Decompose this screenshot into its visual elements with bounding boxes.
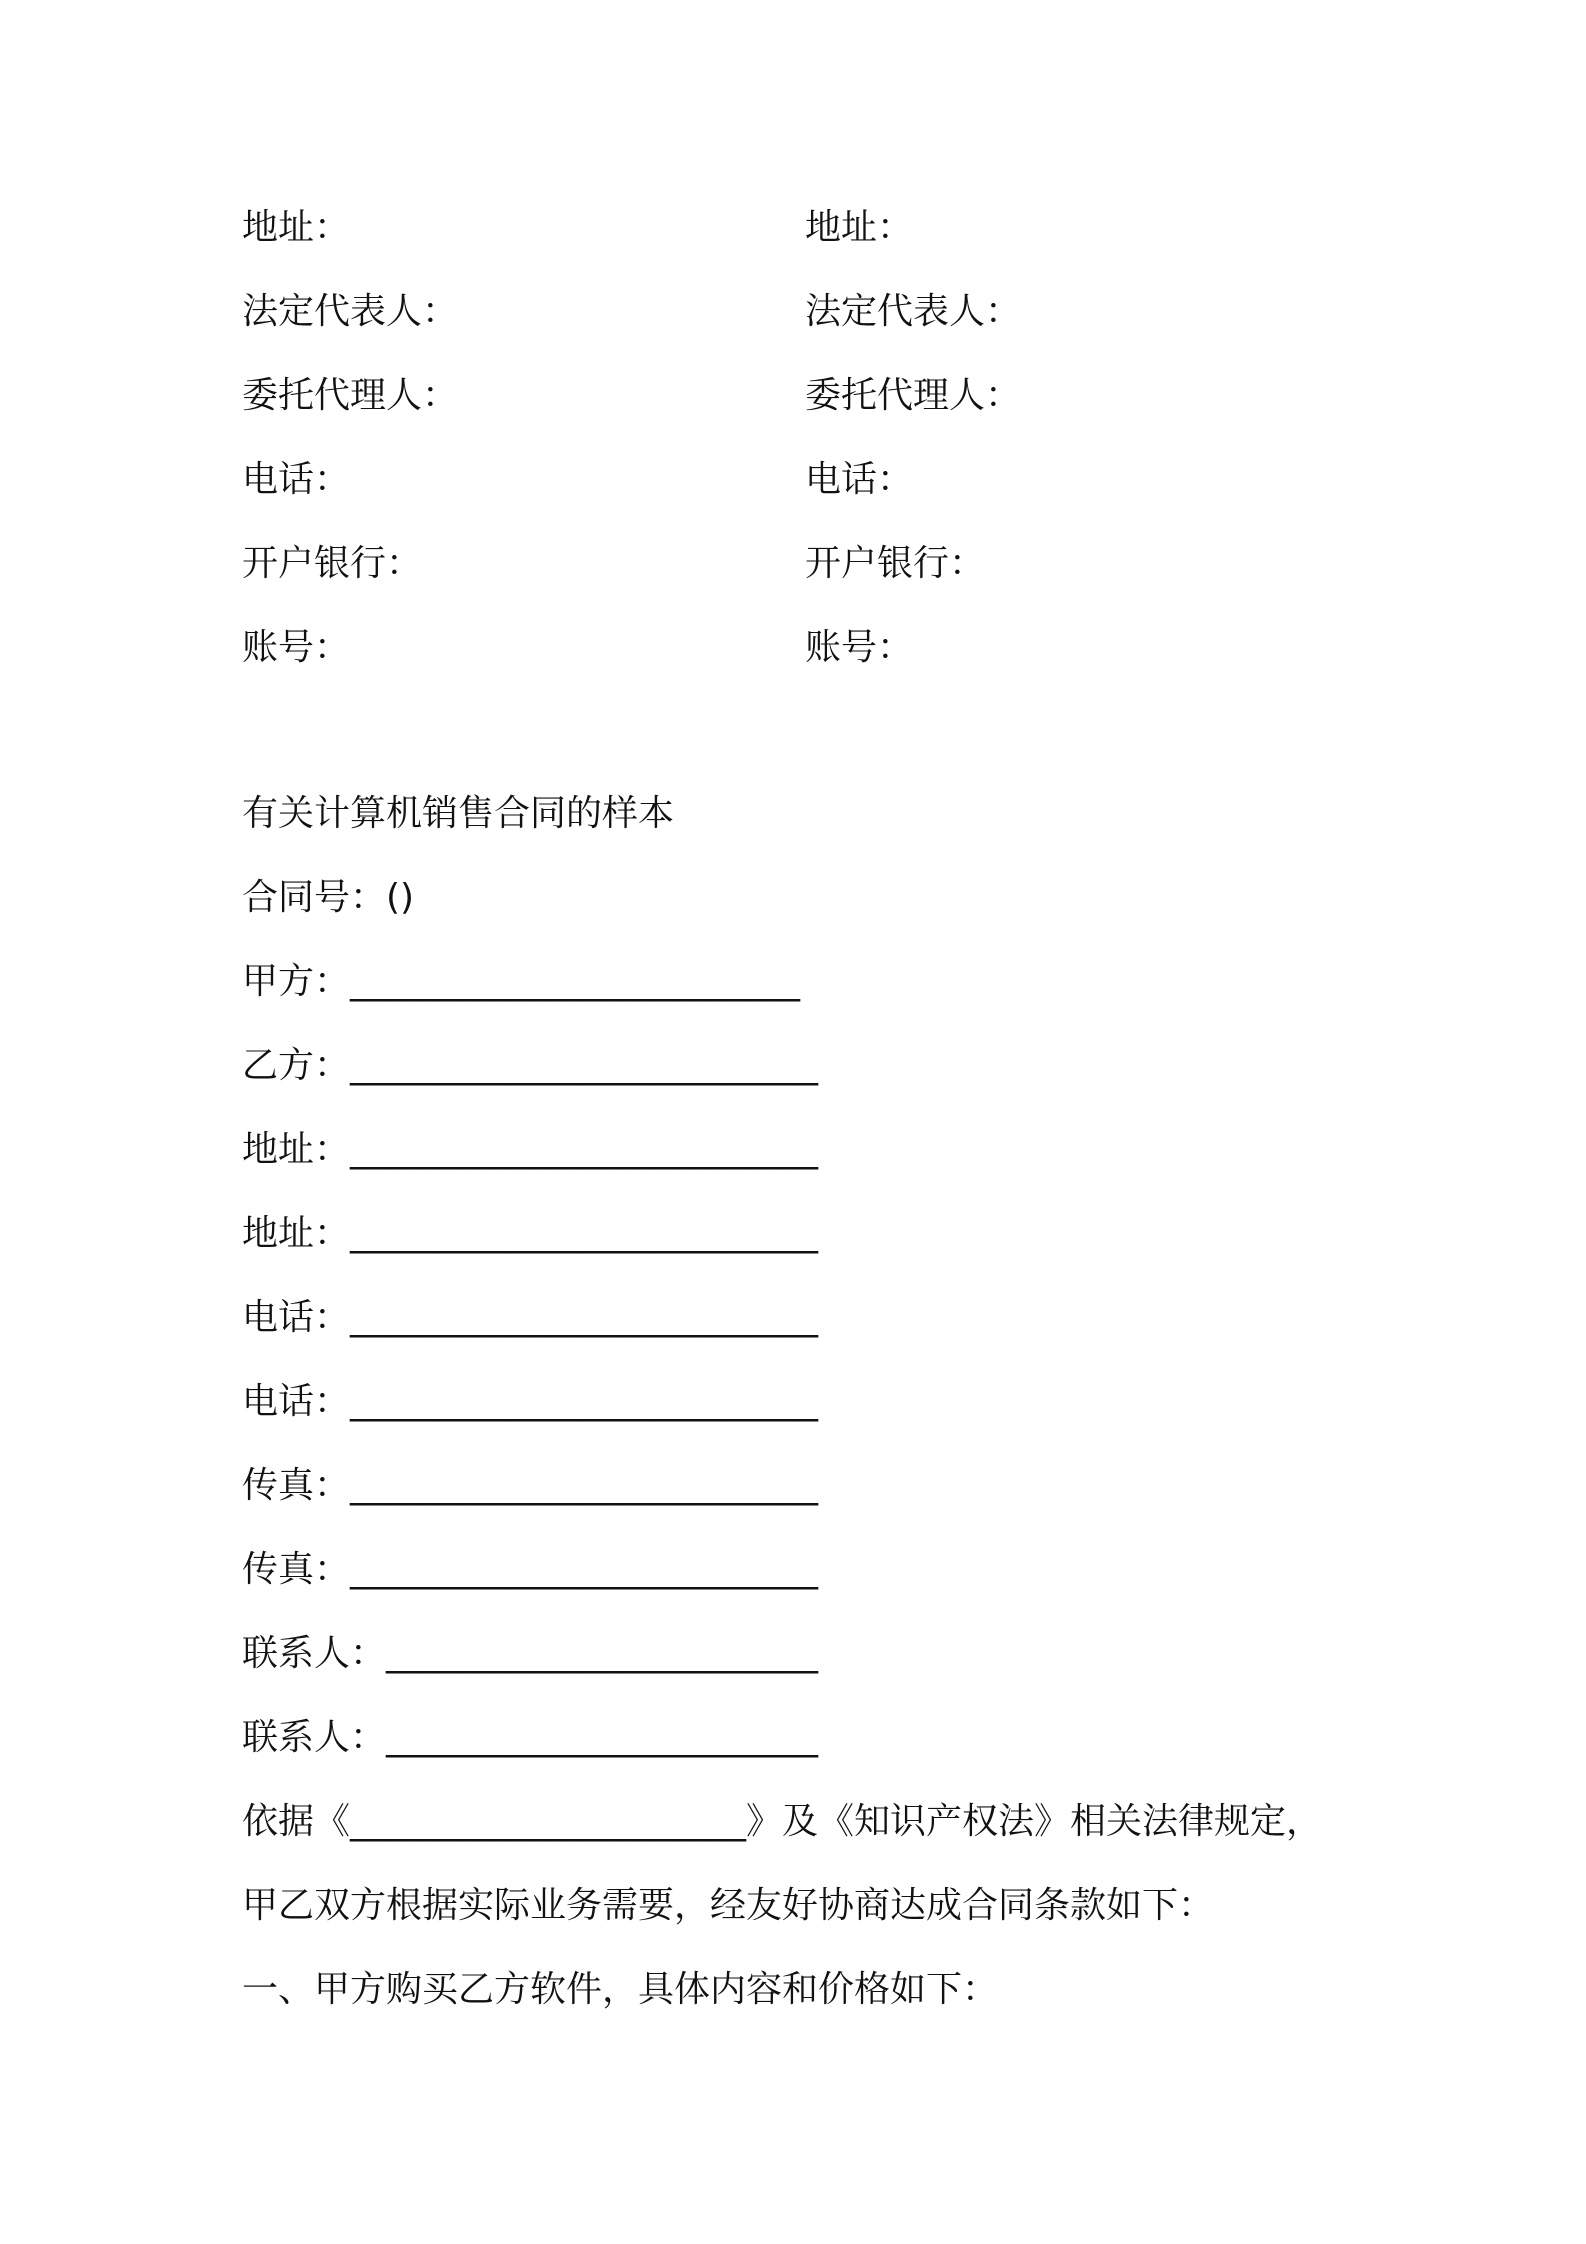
left-bank-label: 开户银行： <box>242 543 423 584</box>
paragraph-agreement: 甲乙双方根据实际业务需要，经友好协商达成合同条款如下： <box>242 1885 1215 1926</box>
field-phone-a: 电话：__________________________ <box>242 1297 819 1338</box>
field-party-b: 乙方：__________________________ <box>242 1045 819 1086</box>
left-address-label: 地址： <box>242 207 351 248</box>
right-bank-label: 开户银行： <box>805 543 986 584</box>
field-contact-b: 联系人：________________________ <box>242 1717 819 1758</box>
field-fax-a: 传真：__________________________ <box>242 1465 819 1506</box>
right-address-label: 地址： <box>805 207 914 248</box>
field-address-b: 地址：__________________________ <box>242 1213 819 1254</box>
field-contact-a: 联系人：________________________ <box>242 1633 819 1674</box>
field-party-a: 甲方：_________________________ <box>242 961 801 1002</box>
contract-number: 合同号：() <box>242 877 415 918</box>
right-agent-label: 委托代理人： <box>805 375 1022 416</box>
right-legal-rep-label: 法定代表人： <box>805 291 1022 332</box>
left-phone-label: 电话： <box>242 459 351 500</box>
left-account-label: 账号： <box>242 627 351 668</box>
left-legal-rep-label: 法定代表人： <box>242 291 459 332</box>
field-phone-b: 电话：__________________________ <box>242 1381 819 1422</box>
paragraph-legal-basis: 依据《______________________》及《知识产权法》相关法律规定， <box>242 1801 1323 1842</box>
paragraph-clause-one: 一、甲方购买乙方软件，具体内容和价格如下： <box>242 1969 999 2010</box>
field-fax-b: 传真：__________________________ <box>242 1549 819 1590</box>
left-agent-label: 委托代理人： <box>242 375 459 416</box>
contract-title: 有关计算机销售合同的样本 <box>242 793 675 834</box>
field-address-a: 地址：__________________________ <box>242 1129 819 1170</box>
right-phone-label: 电话： <box>805 459 914 500</box>
right-account-label: 账号： <box>805 627 914 668</box>
